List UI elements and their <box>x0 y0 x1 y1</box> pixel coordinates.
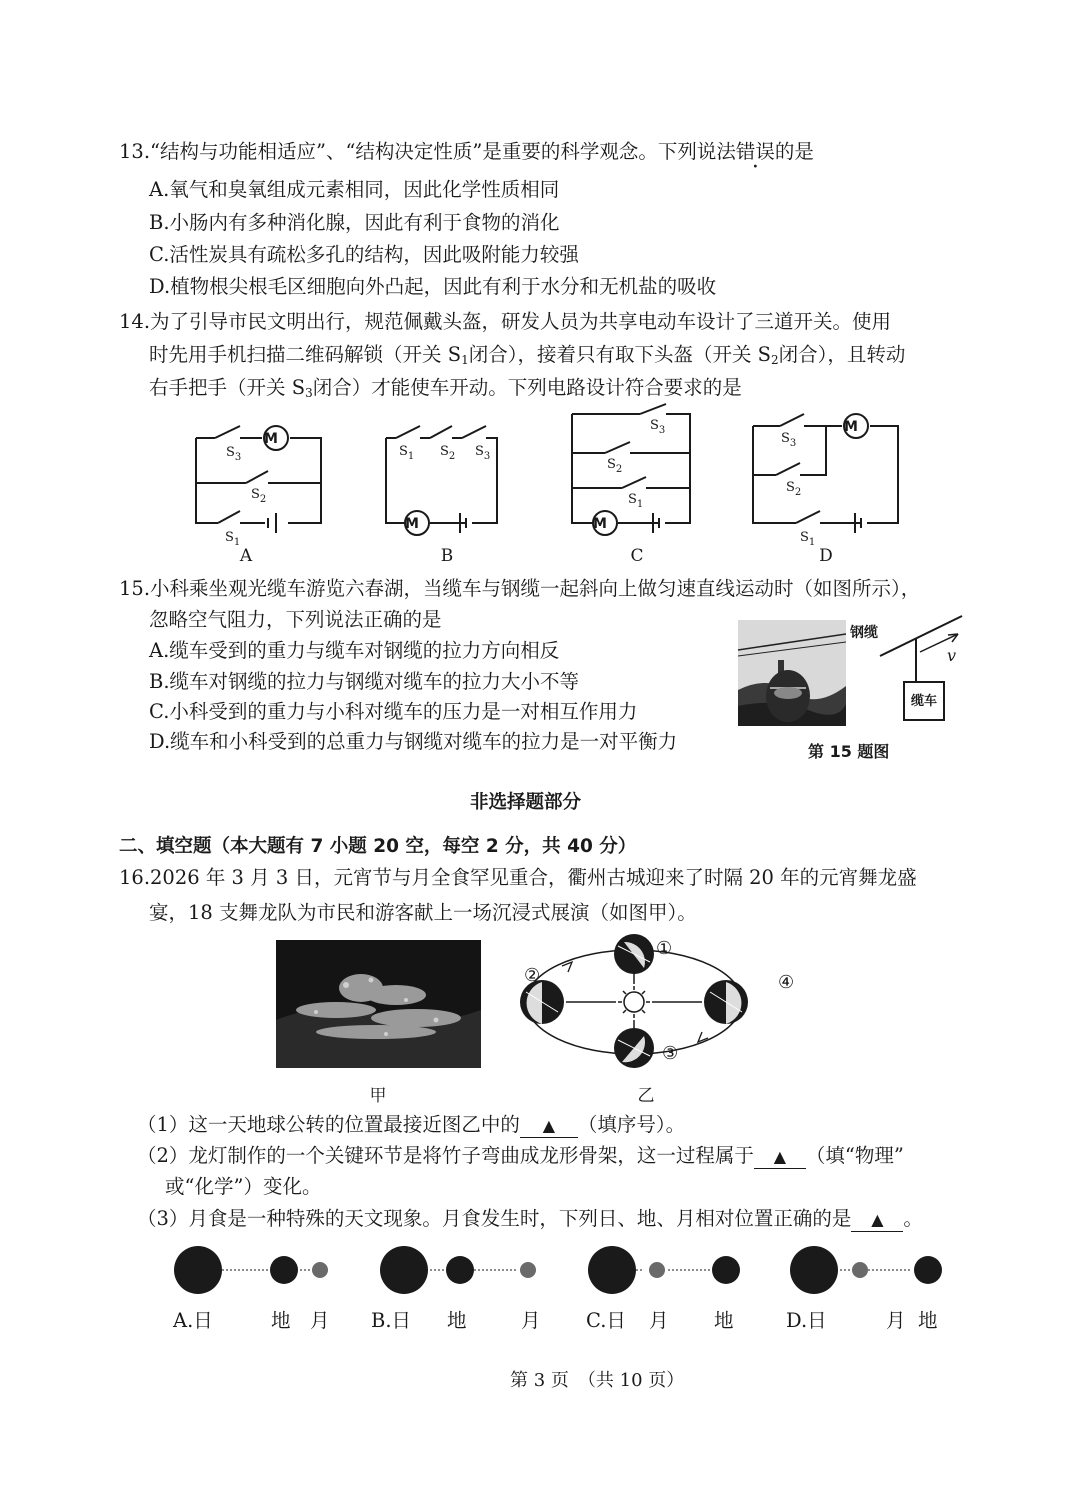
eclipse-b-sun: B.日 <box>371 1309 412 1332</box>
switch-label: $S_1$ <box>800 530 816 548</box>
q13-emphasis: 错误 <box>735 140 775 163</box>
q13-option-a: A.氧气和臭氧组成元素相同，因此化学性质相同 <box>149 178 560 201</box>
switch-label: $S_2$ <box>440 444 456 462</box>
orbit-position-3: ③ <box>662 1043 679 1064</box>
fig-jia-label: 甲 <box>369 1086 387 1106</box>
q16-part3: （3）月食是一种特殊的天文现象。月食发生时，下列日、地、月相对位置正确的是 ▲ 。 <box>137 1207 923 1230</box>
earth-icon <box>712 1256 740 1284</box>
q14-line1: 14.为了引导市民文明出行，规范佩戴头盔，研发人员为共享电动车设计了三道开关。使用 <box>119 310 892 333</box>
q15-caption: 第 15 题图 <box>808 742 890 761</box>
sun-icon <box>624 992 644 1012</box>
moon-icon <box>520 1262 536 1278</box>
circuit-c <box>572 404 690 535</box>
switch-label: $S_1$ <box>225 530 241 548</box>
q13-stem <box>119 139 814 165</box>
q15-line1: 15.小科乘坐观光缆车游览六春湖，当缆车与钢缆一起斜向上做匀速直线运动时（如图所示）， <box>119 577 921 600</box>
switch-label: $S_3$ <box>475 444 491 462</box>
orbit-position-1: ① <box>656 938 673 959</box>
q16-part2-line2: 或“化学”）变化。 <box>165 1175 322 1198</box>
car-label: 缆车 <box>910 694 937 709</box>
earth-icon <box>914 1256 942 1284</box>
q15-option-a: A.缆车受到的重力与缆车对钢缆的拉力方向相反 <box>149 639 560 662</box>
eclipse-c-earth: 地 <box>714 1309 734 1332</box>
q14-circuits <box>0 400 1080 570</box>
eclipse-d-sun: D.日 <box>786 1309 827 1332</box>
q13-option-c: C.活性炭具有疏松多孔的结构，因此吸附能力较强 <box>149 243 579 266</box>
cable-car-photo <box>738 620 846 726</box>
sun-icon <box>380 1246 428 1294</box>
q14-line3: 右手把手（开关 $S_3$闭合）才能使车开动。下列电路设计符合要求的是 <box>149 376 742 400</box>
motor-label: M <box>844 419 858 435</box>
orbit-position-4: ④ <box>778 972 795 993</box>
eclipse-b-earth: 地 <box>447 1309 467 1332</box>
sun-icon <box>174 1246 222 1294</box>
moon-icon <box>852 1262 868 1278</box>
circuit-label-b: B <box>440 546 454 566</box>
switch-label: $S_2$ <box>251 487 267 505</box>
fig-yi-label: 乙 <box>637 1086 655 1106</box>
q15-option-b: B.缆车对钢缆的拉力与钢缆对缆车的拉力大小不等 <box>149 670 580 693</box>
eclipse-b-moon: 月 <box>521 1309 541 1332</box>
motor-label: M <box>264 431 278 447</box>
q15-option-d: D.缆车和小科受到的总重力与钢缆对缆车的拉力是一对平衡力 <box>149 730 678 753</box>
answer-blank-1[interactable]: ▲ <box>520 1115 578 1138</box>
motor-label: M <box>405 516 419 532</box>
q14-line2: 时先用手机扫描二维码解锁（开关 $S_1$闭合），接着只有取下头盔（开关 $S_2$闭合），且转动 <box>149 343 906 367</box>
q13-option-b: B.小肠内有多种消化腺，因此有利于食物的消化 <box>149 211 560 234</box>
motor-label: M <box>593 516 607 532</box>
switch-label: $S_3$ <box>226 445 242 463</box>
eclipse-a-sun: A.日 <box>173 1309 213 1332</box>
circuit-d <box>753 414 898 533</box>
switch-label: $S_3$ <box>650 418 666 436</box>
circuit-label-c: C <box>630 546 644 566</box>
q15-option-c: C.小科受到的重力与小科对缆车的压力是一对相互作用力 <box>149 700 638 723</box>
q16-line1: 16.2026 年 3 月 3 日，元宵节与月全食罕见重合，衢州古城迎来了时隔 20 年的元宵舞龙盛 <box>119 866 917 889</box>
page-footer: 第 3 页 （共 10 页） <box>510 1370 685 1391</box>
moon-icon <box>312 1262 328 1278</box>
switch-label: $S_2$ <box>786 480 802 498</box>
sun-icon <box>790 1246 838 1294</box>
eclipse-d-moon: 月 <box>886 1309 906 1332</box>
answer-blank-2[interactable]: ▲ <box>754 1146 806 1169</box>
q13-stem-end: 的是 <box>774 140 814 163</box>
switch-label: $S_2$ <box>607 457 623 475</box>
circuit-label-d: D <box>819 546 833 566</box>
q13-stem-text: 13.“结构与功能相适应”、“结构决定性质”是重要的科学观念。下列说法 <box>119 140 736 163</box>
circuit-b <box>386 426 497 535</box>
eclipse-d-earth: 地 <box>918 1309 938 1332</box>
answer-blank-3[interactable]: ▲ <box>851 1209 903 1232</box>
eclipse-options-figure <box>160 1240 960 1310</box>
switch-label: $S_1$ <box>399 444 415 462</box>
switch-label: $S_3$ <box>781 431 797 449</box>
q16-line2: 宴，18 支舞龙队为市民和游客献上一场沉浸式展演（如图甲）。 <box>149 901 697 924</box>
eclipse-c-moon: 月 <box>649 1309 669 1332</box>
section-2-title: 二、填空题（本大题有 7 小题 20 空，每空 2 分，共 40 分） <box>119 836 637 857</box>
switch-label: $S_1$ <box>628 492 644 510</box>
velocity-label: v <box>947 646 957 665</box>
orbit-position-2: ② <box>524 965 541 986</box>
eclipse-a-moon: 月 <box>310 1309 330 1332</box>
earth-icon <box>446 1256 474 1284</box>
circuit-label-a: A <box>239 546 253 566</box>
circuit-a <box>196 426 321 533</box>
q16-part2: （2）龙灯制作的一个关键环节是将竹子弯曲成龙形骨架，这一过程属于 ▲ （填“物理” <box>137 1144 904 1167</box>
eclipse-c-sun: C.日 <box>586 1309 626 1332</box>
sun-icon <box>588 1246 636 1294</box>
q13-option-d: D.植物根尖根毛区细胞向外凸起，因此有利于水分和无机盐的吸收 <box>149 275 717 298</box>
q15-line2: 忽略空气阻力，下列说法正确的是 <box>149 608 442 631</box>
section-nonchoice: 非选择题部分 <box>470 792 582 813</box>
cable-label: 钢缆 <box>850 625 878 641</box>
dragon-dance-photo <box>276 940 481 1068</box>
moon-icon <box>649 1262 665 1278</box>
eclipse-a-earth: 地 <box>271 1309 291 1332</box>
q16-part1: （1）这一天地球公转的位置最接近图乙中的 ▲ （填序号）。 <box>137 1113 686 1136</box>
earth-icon <box>270 1256 298 1284</box>
